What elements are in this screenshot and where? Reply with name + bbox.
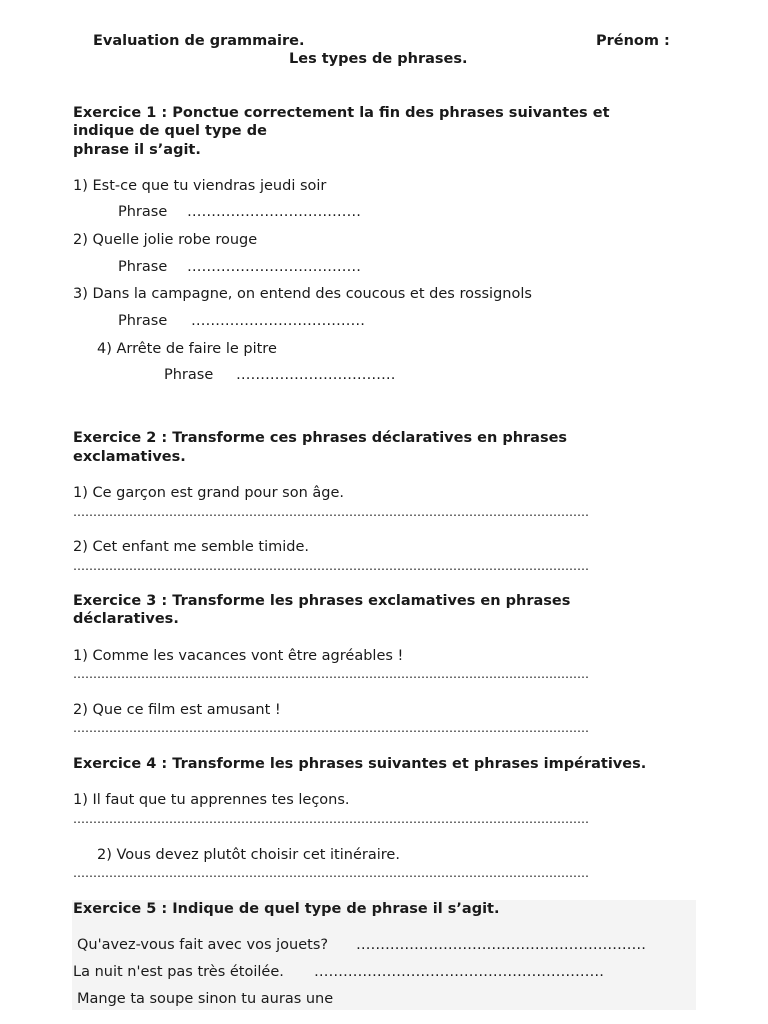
ex1-item-1-label: Phrase — [118, 204, 168, 220]
ex3-item-1-text: 1) Comme les vacances vont être agréables ! — [73, 648, 404, 664]
ex5-item-1-text: Qu'avez-vous fait avec vos jouets? — [77, 937, 329, 953]
ex3-heading-line2: déclaratives. — [73, 611, 179, 627]
ex4-heading: Exercice 4 : Transforme les phrases suivantes et phrases impératives. — [73, 756, 647, 772]
ex5-heading: Exercice 5 : Indique de quel type de phrase il s’agit. — [73, 901, 500, 917]
ex1-item-1-text: 1) Est-ce que tu viendras jeudi soir — [73, 178, 327, 194]
ex1-item-3-text: 3) Dans la campagne, on entend des coucous et des rossignols — [73, 286, 532, 302]
document-title: Evaluation de grammaire. — [93, 33, 305, 49]
ex3-item-2-answer-line[interactable]: ………………………………………………………………………………………………………………… — [73, 721, 589, 735]
ex4-item-1-text: 1) Il faut que tu apprennes tes leçons. — [73, 792, 350, 808]
ex3-heading-line1: Exercice 3 : Transforme les phrases exclamatives en phrases — [73, 593, 571, 609]
ex5-item-3-text: Mange ta soupe sinon tu auras une — [77, 991, 334, 1007]
prenom-label: Prénom : — [596, 33, 670, 49]
ex1-item-4-label: Phrase — [164, 367, 214, 383]
ex3-item-2-text: 2) Que ce film est amusant ! — [73, 702, 281, 718]
ex1-item-4-blank[interactable]: …………………………… — [236, 367, 396, 383]
ex4-item-2-answer-line[interactable]: ………………………………………………………………………………………………………………… — [73, 866, 589, 880]
ex2-item-1-text: 1) Ce garçon est grand pour son âge. — [73, 485, 345, 501]
ex4-item-2-text: 2) Vous devez plutôt choisir cet itinéraire. — [97, 847, 400, 863]
ex1-item-3-label: Phrase — [118, 313, 168, 329]
ex1-heading-line2: indique de quel type de — [73, 123, 267, 139]
ex5-item-2-blank[interactable]: …………………………………………………… — [314, 964, 604, 980]
ex2-heading-line2: exclamatives. — [73, 449, 186, 465]
document-subtitle: Les types de phrases. — [289, 51, 468, 67]
ex5-item-2-text: La nuit n'est pas très étoilée. — [73, 964, 284, 980]
ex1-heading-line1: Exercice 1 : Ponctue correctement la fin des phrases suivantes et — [73, 105, 610, 121]
ex5-item-1-blank[interactable]: …………………………………………………… — [356, 937, 646, 953]
ex1-heading-line3: phrase il s’agit. — [73, 142, 201, 158]
ex2-item-1-answer-line[interactable]: ………………………………………………………………………………………………………………… — [73, 505, 589, 519]
ex2-item-2-text: 2) Cet enfant me semble timide. — [73, 539, 310, 555]
ex1-item-2-blank[interactable]: ……………………………… — [187, 259, 361, 275]
ex1-item-1-blank[interactable]: ……………………………… — [187, 204, 361, 220]
ex4-item-1-answer-line[interactable]: ………………………………………………………………………………………………………………… — [73, 812, 589, 826]
ex1-item-2-label: Phrase — [118, 259, 168, 275]
ex2-heading-line1: Exercice 2 : Transforme ces phrases déclaratives en phrases — [73, 430, 568, 446]
ex1-item-3-blank[interactable]: ……………………………… — [191, 313, 365, 329]
ex2-item-2-answer-line[interactable]: ………………………………………………………………………………………………………………… — [73, 559, 589, 573]
ex1-item-2-text: 2) Quelle jolie robe rouge — [73, 232, 258, 248]
ex1-item-4-text: 4) Arrête de faire le pitre — [97, 341, 277, 357]
ex3-item-1-answer-line[interactable]: ………………………………………………………………………………………………………………… — [73, 667, 589, 681]
